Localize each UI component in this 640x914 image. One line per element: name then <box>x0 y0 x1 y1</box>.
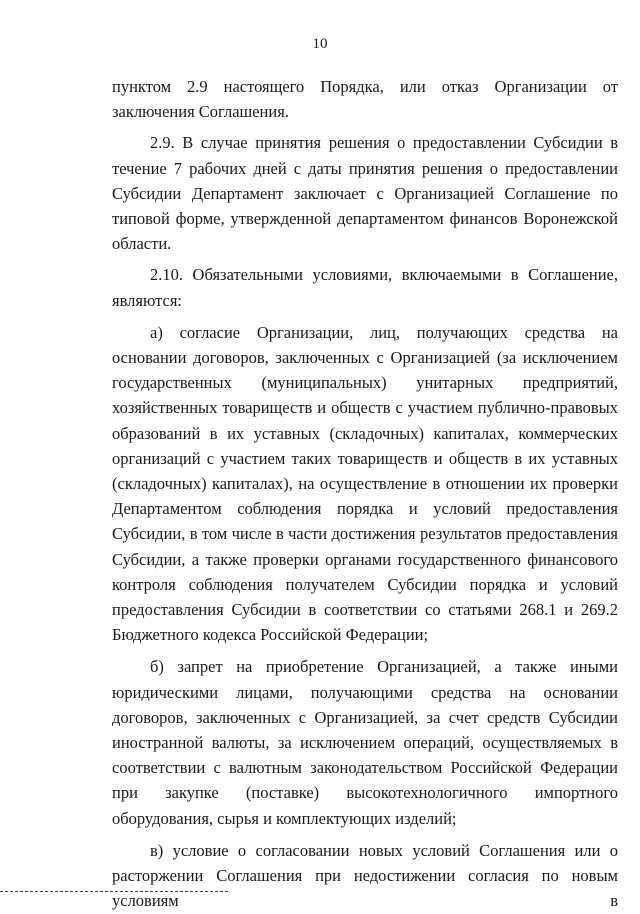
paragraph-continuation: пунктом 2.9 настоящего Порядка, или отказ Организации от заключения Соглашения. <box>112 77 618 122</box>
document-body <box>112 74 618 914</box>
page-number: 10 <box>312 36 328 52</box>
paragraph-b: б) запрет на приобретение Организацией, а также иными юридическими лицами, получающими средства на основании договоров, заключенных с Организацией, за счет средств Субсидии иностранной валюты, за исключением операций, осуществляемых в соответствии с валютным законодательством Российской Федерации при закупке (поставке) высокотехнологичного импортного оборудования, сырья и комплектующих изделий; <box>112 657 618 828</box>
paragraph-a: а) согласие Организации, лиц, получающих средства на основании договоров, заключенных с Организацией (за исключением государственных (муниципальных) унитарных предприятий, хозяйственных товариществ и обществ с участием публично-правовых образований в их уставных (складочных) капиталах, коммерческих организаций с участием таких товариществ и обществ в их уставных (складочных) капиталах), на осуществление в отношении их проверки Департаментом соблюдения порядка и условий предоставления Субсидии, в том числе в части достижения результатов предоставления Субсидии, а также проверки органами государственного финансового контроля соблюдения получателем Субсидии порядка и условий предоставления Субсидии в соответствии со статьями 268.1 и 269.2 Бюджетного кодекса Российской Федерации; <box>112 322 618 645</box>
paragraph-2-9: 2.9. В случае принятия решения о предоставлении Субсидии в течение 7 рабочих дней с даты принятия решения о предоставлении Субсидии Департамент заключает с Организацией Соглашение по типовой форме, утвержденной департаментом финансов Воронежской области. <box>112 133 618 254</box>
paragraph-v: в) условие о согласовании новых условий Соглашения или о расторжении Соглашения при недостижении согласия по новым условиям в <box>112 840 618 911</box>
paragraph-2-10: 2.10. Обязательными условиями, включаемыми в Соглашение, являются: <box>112 265 618 310</box>
footer-divider <box>0 891 228 892</box>
